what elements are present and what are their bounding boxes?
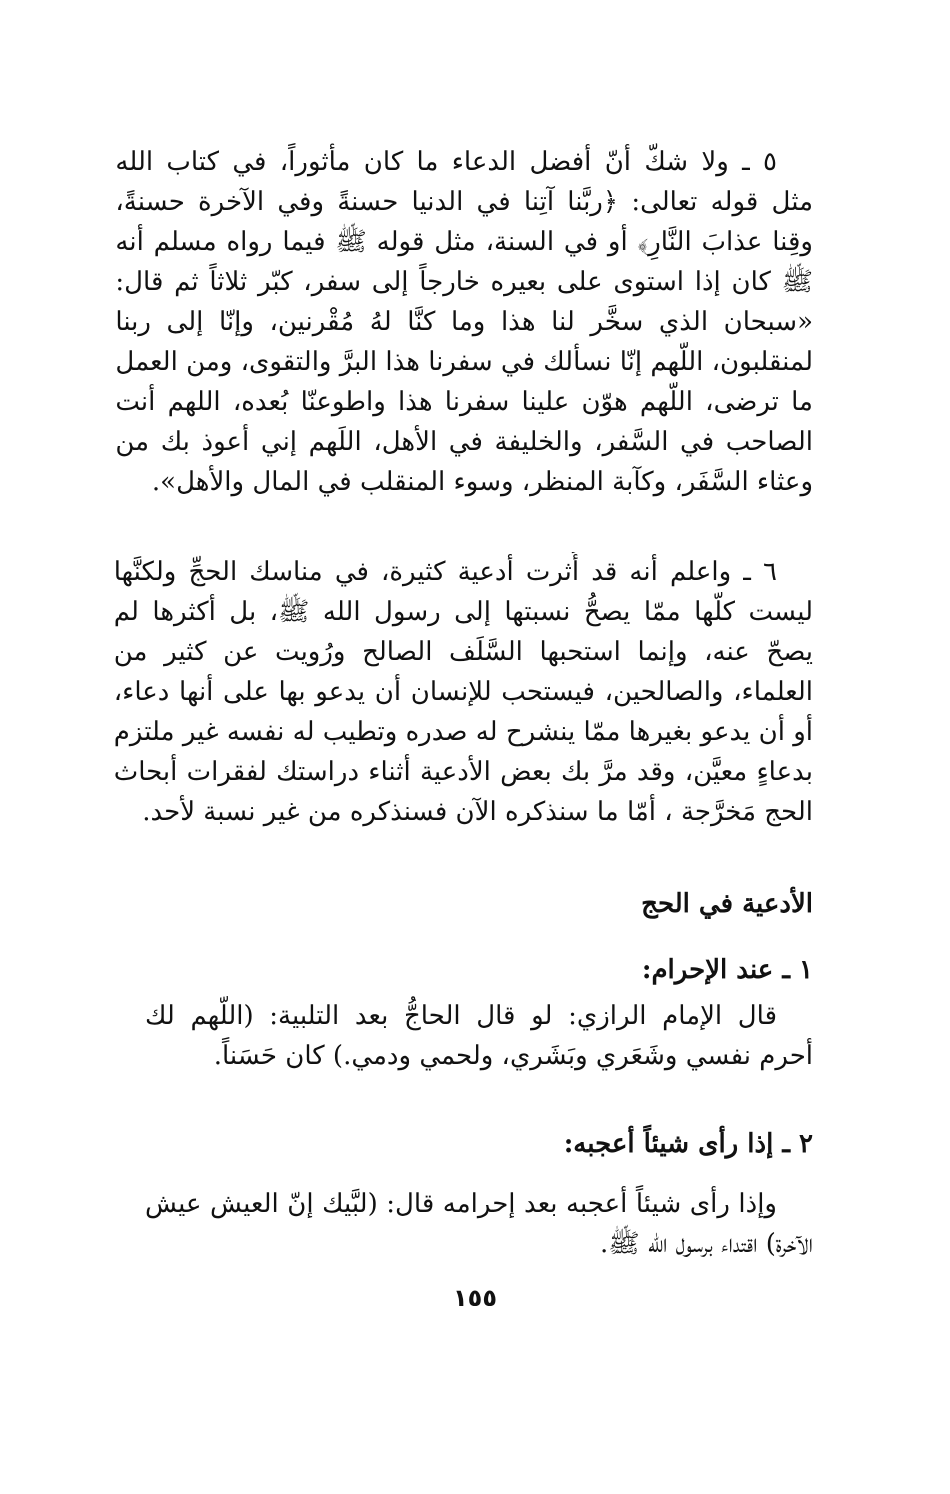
text-line: ٦ ـ واعلم أنه قد أُثرت أدعية كثيرة، في مناسك الحجِّ ولكنَّها (113, 557, 777, 587)
section-heading: الأدعية في الحج (641, 889, 813, 919)
text-line: العلماء، والصالحين، فيستحب للإنسان أن يدعو بها على أنها دعاء، (113, 677, 813, 707)
text-line: الآخرة) اقتداء برسول الله ﷺ. (600, 1229, 813, 1259)
paragraph-6 (114, 552, 813, 832)
paragraph-ihram (145, 996, 813, 1076)
text-line: أو أن يدعو بغيرها ممّا ينشرح له صدره وتطيب له نفسه غير ملتزم (113, 717, 813, 747)
text-line: لمنقلبون، اللَّهم إنّا نسألك في سفرنا هذا البرَّ والتقوى، ومن العمل (115, 347, 813, 377)
text-line: بدعاءٍ معيَّن، وقد مرَّ بك بعض الأدعية أثناء دراستك لفقرات أبحاث (113, 757, 813, 787)
subheading-admire: ٢ ـ إذا رأى شيئاً أعجبه: (563, 1129, 813, 1159)
text-line: قال الإمام الرازي: لو قال الحاجُّ بعد التلبية: (اللَّهم لك (145, 1001, 777, 1031)
text-line: أحرم نفسي وشَعَري وبَشَري، ولحمي ودمي.) كان حَسَناً. (213, 1041, 813, 1071)
text-line: وقِنا عذابَ النَّارِ﴾ أو في السنة، مثل قوله ﷺ فيما رواه مسلم أنه (115, 227, 813, 257)
text-line: مثل قوله تعالى: ﴿ربَّنا آتِنا في الدنيا حسنةً وفي الآخرة حسنةً، (115, 187, 813, 217)
page-number: ١٥٥ (453, 1284, 497, 1312)
paragraph-admire (145, 1184, 813, 1264)
text-line: وعثاء السَّفَر، وكآبة المنظر، وسوء المنقلب في المال والأهل». (151, 467, 813, 497)
text-line: الصاحب في السَّفر، والخليفة في الأهل، اللَهم إني أعوذ بك من (115, 427, 813, 457)
text-line: ﷺ كان إذا استوى على بعيره خارجاً إلى سفر، كبّر ثلاثاً ثم قال: (115, 267, 813, 297)
text-line: ليست كلّها ممّا يصحُّ نسبتها إلى رسول الله ﷺ، بل أكثرها لم (113, 597, 813, 627)
text-line: الحج مَخرَّجة ، أمّا ما سنذكره الآن فسنذكره من غير نسبة لأحد. (142, 797, 813, 827)
text-line: «سبحان الذي سخَّر لنا هذا وما كنَّا لهُ مُقْرنين، وإنّا إلى ربنا (115, 307, 813, 337)
text-line: ما ترضى، اللَّهم هوّن علينا سفرنا هذا واطوعنّا بُعده، اللهم أنت (115, 387, 813, 417)
text-line: وإذا رأى شيئاً أعجبه بعد إحرامه قال: (لبَّيك إنّ العيش عيش (145, 1189, 777, 1219)
text-line: ٥ ـ ولا شكّ أنّ أفضل الدعاء ما كان مأثوراً، في كتاب الله (115, 147, 777, 177)
paragraph-5 (115, 142, 813, 502)
text-line: يصحّ عنه، وإنما استحبها السَّلَف الصالح ورُويت عن كثير من (113, 637, 813, 667)
subheading-ihram: ١ ـ عند الإحرام: (641, 955, 813, 985)
